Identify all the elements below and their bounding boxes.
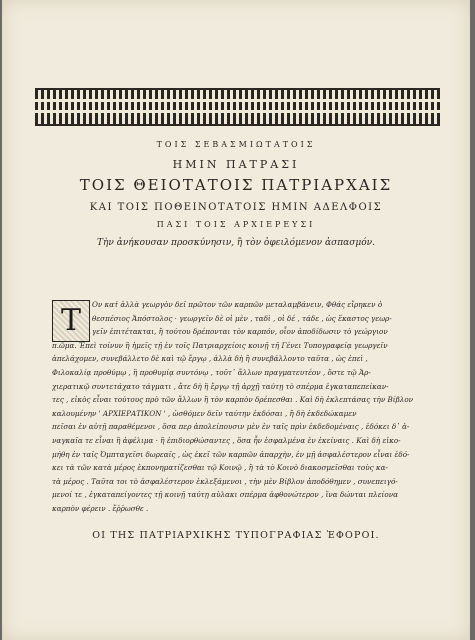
body-line: Φιλοκαλίᾳ προθύμῳ , ἢ προθυμίᾳ συντόνῳ , τοῦτ᾽ ἄλλων πραγματευτέον , ὅστε τῷ Ἀρ-: [52, 367, 371, 377]
body-line: καρπὸν φέρειν . ἔῤῥωσθε .: [52, 503, 149, 513]
signature: ΟΙ ΤΗΣ ΠΑΤΡΙΑΡΧΙΚΗΣ ΤΥΠΟΓΡΑΦΙΑΣ ἘΦΟΡΟΙ.: [92, 530, 380, 541]
body-line: καλουμένην ' ΑΡΧΙΕΡΑΤΙΚΟΝ ' , ὡσθόμεν δεῖν ταύτην ἐκδόσαι , ἢ δὴ ἐκδεδώκαμεν: [52, 408, 357, 418]
body-paragraph: [52, 298, 442, 516]
dedication-line-2: ΗΜΙΝ ΠΑΤΡΑΣΙ: [172, 158, 300, 171]
body-line: πεῖσαι ἐν αὐτῇ παραθέμενοι , ὅσα περ ἀπολείπουσιν μὲν ἐν ταῖς πρὶν ἐκδεδομέναις , ἐδόκει δ᾽ ἀ-: [52, 422, 410, 432]
body-line: κει τὰ τῶν κατὰ μέρος ἐκπονηματίζεσθαι τῷ Κοινῷ , ἢ τὰ τὸ Κοινὸ διακοσμεῖσθαι τοὺς κα-: [52, 463, 388, 473]
initial-letter: Τ: [60, 303, 81, 338]
body-line: μενοί τε , ἐγκαταπείγοντες τῇ κοινῇ ταύτῃ αὐλακι σπέρμα ἀφθονώτερον , ἵνα δώνται πλείονα: [52, 490, 398, 500]
body-line: τὰ μέρος . Ταῦτα τοι τὸ ἀσφαλέστερον ἐκλεξάμενοι , τὴν μὲν Βίβλον ἀποδόθημεν , συνεπειγό-: [52, 476, 398, 486]
body-line: τες , εἰκὸς εἶναι τούτους πρὸ τῶν ἄλλων ἢ τὸν καρπὸν δρέπεσθαι . Καὶ δὴ ἐκλεπτάσας τὴν Βίβλον: [52, 395, 414, 405]
body-line: χιερατικῷ συντετάχατο τάγματι , ἄτε δὴ ἢ ἔργῳ τῇ ἀρχῇ ταύτῃ τὸ σπέρμα ἐγκαταπεπείκαν-: [52, 381, 389, 391]
body-line: ναγκαῖα τε εἶναι ἢ ἀφέλιμα · ἢ ἐπιδιορθώσαντες , ὅσα ἦν ἐσφαλμένα ἐν ἐκείναις . Καὶ δὴ εἰκο-: [52, 435, 401, 445]
dedication-title: ΤΟΙΣ ΘΕΙΟΤΑΤΟΙΣ ΠΑΤΡΙΑΡΧΑΙΣ: [79, 176, 393, 194]
body-line: Ον κατ̓ ἀλλὰ γεωργὸν δεῖ πρῶτον τῶν καρπῶν μεταλαμβάνειν, Φθάς εἴρηκεν ὁ: [92, 300, 383, 309]
dedication-line-4: ΚΑΙ ΤΟΙΣ ΠΟΘΕΙΝΟΤΑΤΟΙΣ ΗΜΙΝ ΑΔΕΛΦΟΙΣ: [89, 202, 383, 213]
book-page: [2, 0, 470, 640]
body-line: θεσπέσιος Ἀπόστολος · γεωργεῖν δὲ οἱ μὲν , ταδὶ , οἱ δέ , τάδε , ὡς ἕκαστος γεωρ-: [92, 313, 392, 323]
dedication-line-5: ΠΑΣΙ ΤΟΙΣ ΑΡΧΙΕΡΕΥΣΙ: [156, 220, 316, 229]
dedication-line-1: ΤΟΙΣ ΣΕΒΑΣΜΙΩΤΑΤΟΙΣ: [156, 140, 316, 149]
body-line: μήθη ἐν ταῖς Ὀμπταγεῖσι δωρεαῖς , ὡς ἐκεῖ τῶν καρπῶν ἀπαρχὴν, ἐν μῇ ἀσφαλέστερον εἶναι ἐδό-: [52, 449, 410, 459]
body-line: γεῖν ἐπιτέτακται, ἢ τούτου δρέπονται τὸν καρπόν, οἷον ἀποδίδωσιν τὸ γεώργιον: [92, 327, 388, 337]
decorative-header-band: [35, 88, 440, 126]
body-line: π.ῶμα. Ἐπεὶ τοίνυν ἢ ἡμεῖς τῇ ἐν τοῖς Πατριαρχείοις κοινῇ τῆ Γένει Τυπογραφείᾳ γεωργεῖν: [52, 340, 388, 350]
salutation: Τὴν ἀνήκουσαν προσκύνησιν, ἢ τὸν ὀφειλόμενον ἀσπασμόν.: [97, 238, 375, 248]
body-line: ἀπελάχομεν, συνεβάλλετο δὲ καὶ τῷ ἔργῳ , ἀλλὰ δὴ ἢ συνεβάλλοντο ταῦτα , ὡς ἐπεὶ ,: [52, 354, 368, 364]
decorated-initial: [52, 300, 90, 342]
